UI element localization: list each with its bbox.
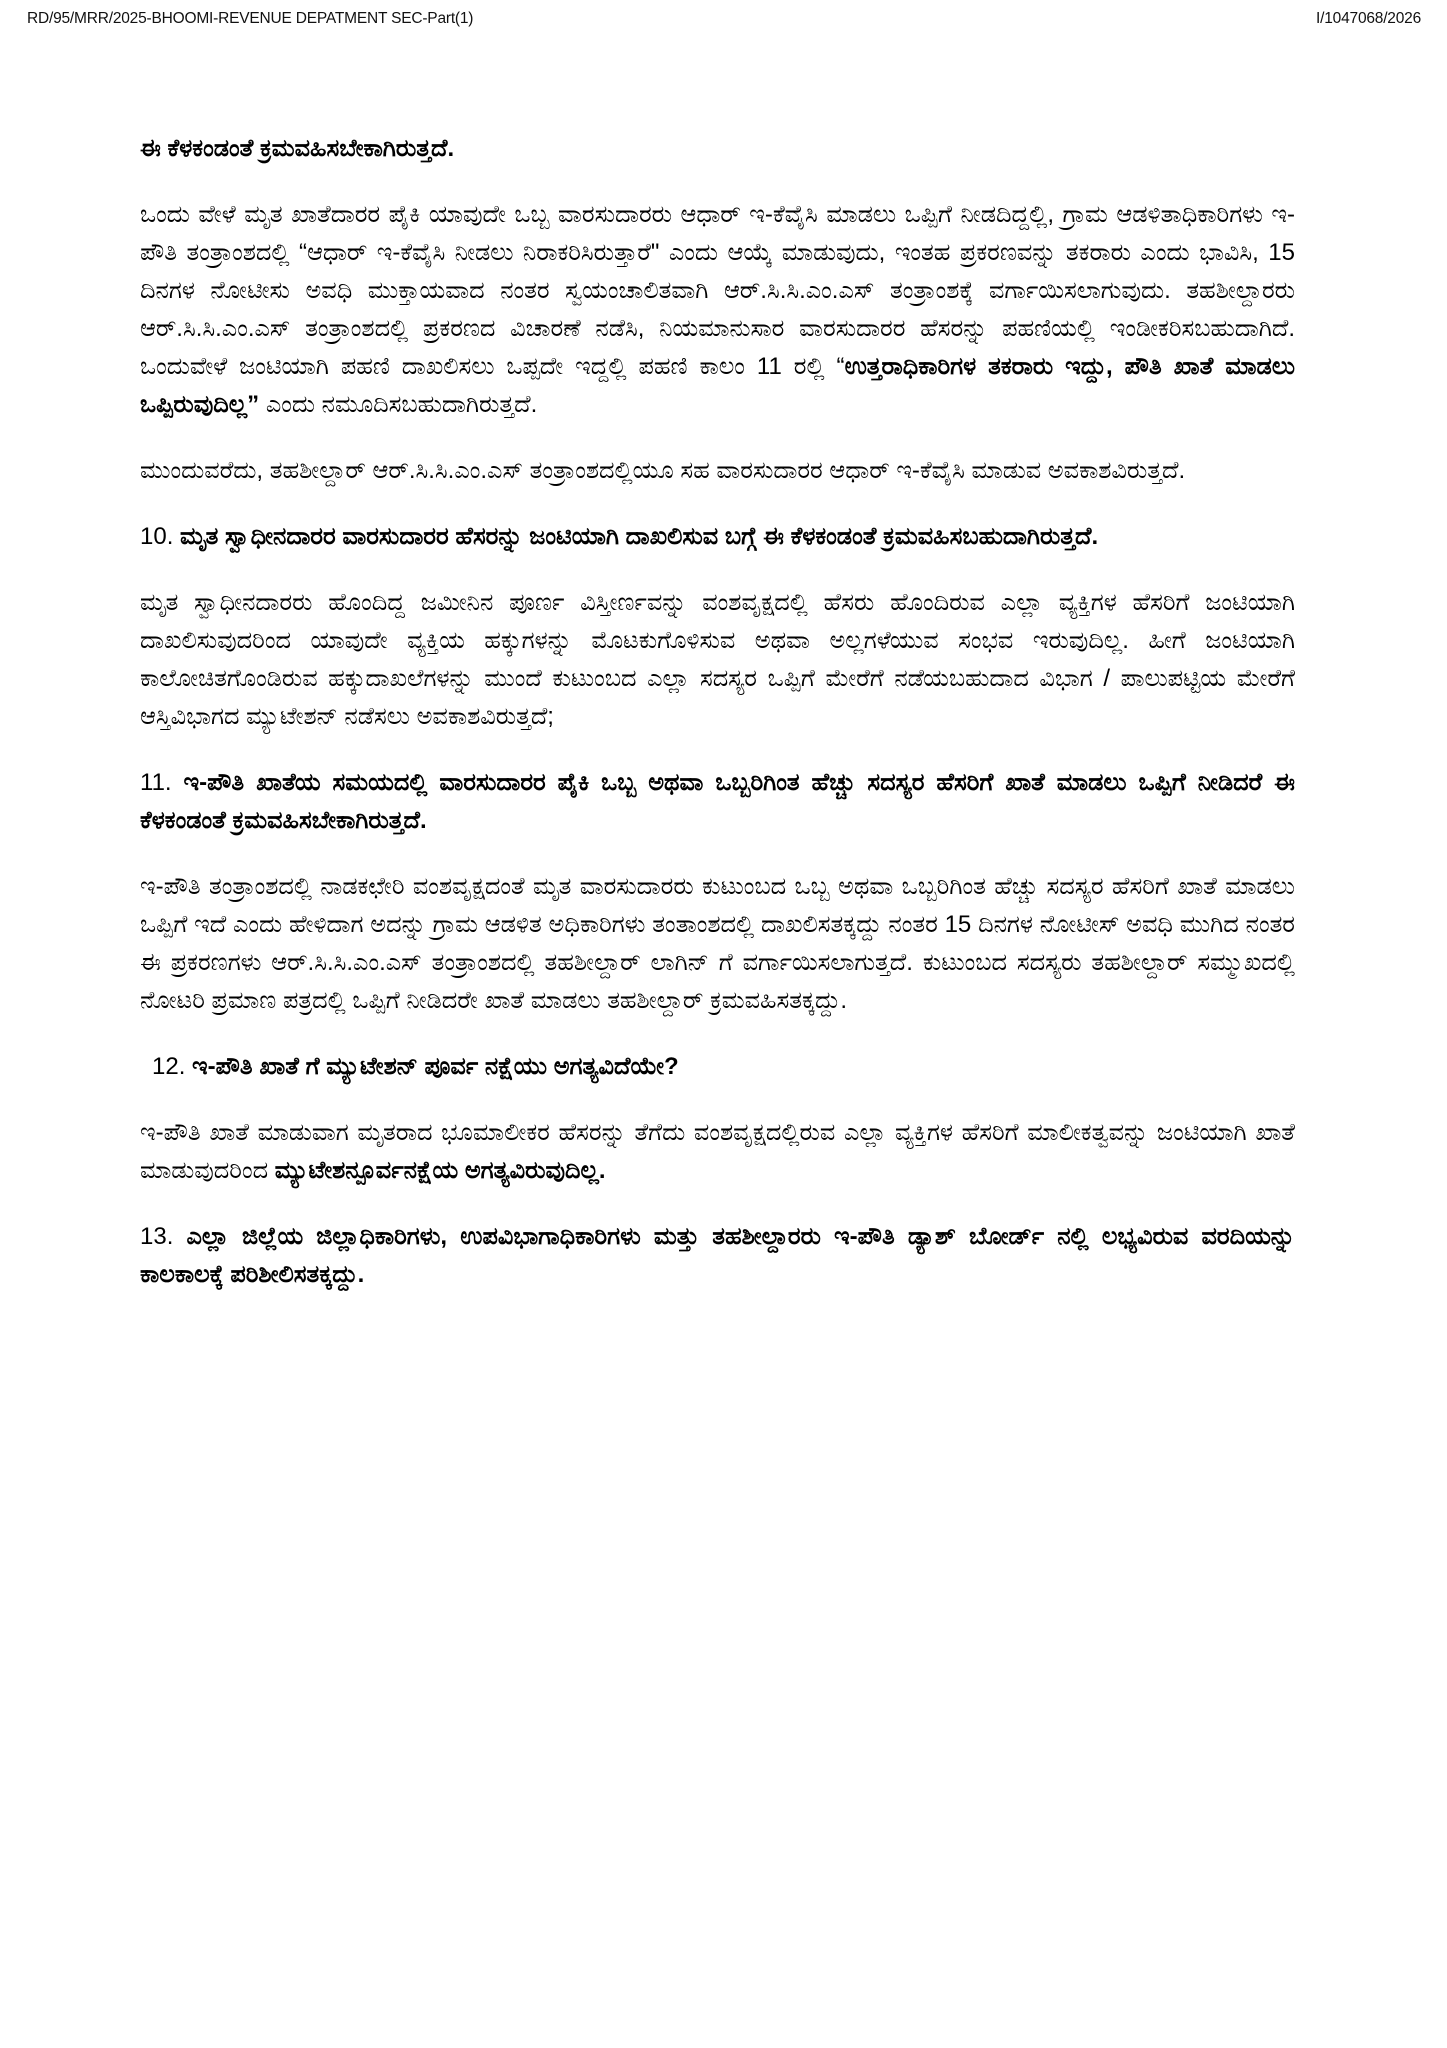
item-13-heading xyxy=(140,1218,1295,1294)
item-10-heading xyxy=(140,518,1295,556)
bold-text-run: ಈ ಕೆಳಕಂಡಂತೆ ಕ್ರಮವಹಿಸಬೇಕಾಗಿರುತ್ತದೆ. xyxy=(140,135,455,162)
item-12-body-paragraph xyxy=(140,1114,1295,1190)
item-11-heading xyxy=(140,764,1295,840)
document-body xyxy=(0,28,1447,1294)
intro-instruction-line xyxy=(140,130,1295,168)
text-run: ಮುಂದುವರೆದು, ತಹಶೀಲ್ದಾರ್ ಆರ್.ಸಿ.ಸಿ.ಎಂ.ಎಸ್ ತಂತ್ರಾಂಶದಲ್ಲಿಯೂ ಸಹ ವಾರಸುದಾರರ ಆಧಾರ್ ಇ-ಕೆವೈಸಿ ಮಾಡುವ ಅವಕಾಶವಿರುತ್ತದೆ. xyxy=(140,457,1186,484)
text-run: ಇ-ಪೌತಿ ತಂತ್ರಾಂಶದಲ್ಲಿ ನಾಡಕಛೇರಿ ವಂಶವೃಕ್ಷದಂತೆ ಮೃತ ವಾರಸುದಾರರು ಕುಟುಂಬದ ಒಬ್ಬ ಅಥವಾ ಒಬ್ಬರಿಗಿಂತ ಹೆಚ್ಚು ಸದಸ್ಯರ ಹೆಸರಿಗೆ ಖಾತೆ ಮಾಡಲು ಒಪ್ಪಿಗೆ ಇದೆ ಎಂದು ಹೇಳಿದಾಗ ಅದನ್ನು ಗ್ರಾಮ ಆಡಳಿತ ಅಧಿಕಾರಿಗಳು ತಂತಾಂಶದಲ್ಲಿ ದಾಖಲಿಸತಕ್ಕದ್ದು ನಂತರ 15 ದಿನಗಳ ನೋಟೀಸ್ ಅವಧಿ ಮುಗಿದ ನಂತರ ಈ ಪ್ರಕರಣಗಳು ಆರ್.ಸಿ.ಸಿ.ಎಂ.ಎಸ್ ತಂತ್ರಾಂಶದಲ್ಲಿ ತಹಶೀಲ್ದಾರ್ ಲಾಗಿನ್ ಗೆ ವರ್ಗಾಯಿಸಲಾಗುತ್ತದೆ. ಕುಟುಂಬದ ಸದಸ್ಯರು ತಹಶೀಲ್ದಾರ್ ಸಮ್ಮುಖದಲ್ಲಿ ನೋಟರಿ ಪ್ರಮಾಣ ಪತ್ರದಲ್ಲಿ ಒಪ್ಪಿಗೆ ನೀಡಿದರೇ ಖಾತೆ ಮಾಡಲು ತಹಶೀಲ್ದಾರ್ ಕ್ರಮವಹಿಸತಕ್ಕದ್ದು. xyxy=(140,873,1295,1014)
tahsildar-rccms-ekyc-paragraph xyxy=(140,452,1295,490)
item-11-body-paragraph xyxy=(140,868,1295,1020)
bold-text-run: ಉತ್ತರಾಧಿಕಾರಿಗಳ ತಕರಾರು ಇದ್ದು, ಪೌತಿ ಖಾತೆ ಮಾಡಲು ಒಪ್ಪಿರುವುದಿಲ್ಲ” xyxy=(140,353,1296,418)
header-reference-number: RD/95/MRR/2025-BHOOMI-REVENUE DEPATMENT SEC-Part(1) xyxy=(27,10,474,27)
text-run: ಇ-ಪೌತಿ ಖಾತೆ ಮಾಡುವಾಗ ಮೃತರಾದ ಭೂಮಾಲೀಕರ ಹೆಸರನ್ನು ತೆಗೆದು ವಂಶವೃಕ್ಷದಲ್ಲಿರುವ ಎಲ್ಲಾ ವ್ಯಕ್ತಿಗಳ ಹೆಸರಿಗೆ ಮಾಲೀಕತ್ವವನ್ನು ಜಂಟಿಯಾಗಿ ಖಾತೆ ಮಾಡುವುದರಿಂದ xyxy=(140,1119,1295,1184)
text-run: 10. xyxy=(140,523,181,550)
text-run: ಒಂದು ವೇಳೆ ಮೃತ ಖಾತೆದಾರರ ಪೈಕಿ ಯಾವುದೇ ಒಬ್ಬ ವಾರಸುದಾರರು ಆಧಾರ್ ಇ-ಕೆವೈಸಿ ಮಾಡಲು ಒಪ್ಪಿಗೆ ನೀಡದಿದ್ದಲ್ಲಿ, ಗ್ರಾಮ ಆಡಳಿತಾಧಿಕಾರಿಗಳು ಇ-ಪೌತಿ ತಂತ್ರಾಂಶದಲ್ಲಿ “ಆಧಾರ್ ಇ-ಕೆವೈಸಿ ನೀಡಲು ನಿರಾಕರಿಸಿರುತ್ತಾರೆ" ಎಂದು ಆಯ್ಕೆ ಮಾಡುವುದು, ಇಂತಹ ಪ್ರಕರಣವನ್ನು ತಕರಾರು ಎಂದು ಭಾವಿಸಿ, 15 ದಿನಗಳ ನೋಟೀಸು ಅವಧಿ ಮುಕ್ತಾಯವಾದ ನಂತರ ಸ್ವಯಂಚಾಲಿತವಾಗಿ ಆರ್.ಸಿ.ಸಿ.ಎಂ.ಎಸ್ ತಂತ್ರಾಂಶಕ್ಕೆ ವರ್ಗಾಯಿಸಲಾಗುವುದು. ತಹಶೀಲ್ದಾರರು ಆರ್.ಸಿ.ಸಿ.ಎಂ.ಎಸ್ ತಂತ್ರಾಂಶದಲ್ಲಿ ಪ್ರಕರಣದ ವಿಚಾರಣೆ ನಡೆಸಿ, ನಿಯಮಾನುಸಾರ ವಾರಸುದಾರರ ಹೆಸರನ್ನು ಪಹಣಿಯಲ್ಲಿ ಇಂಡೀಕರಿಸಬಹುದಾಗಿದೆ. ಒಂದುವೇಳೆ ಜಂಟಿಯಾಗಿ ಪಹಣಿ ದಾಖಲಿಸಲು ಒಪ್ಪದೇ ಇದ್ದಲ್ಲಿ ಪಹಣಿ ಕಾಲಂ 11 ರಲ್ಲಿ “ xyxy=(140,201,1295,380)
bold-text-run: ಎಲ್ಲಾ ಜಿಲ್ಲೆಯ ಜಿಲ್ಲಾಧಿಕಾರಿಗಳು, ಉಪವಿಭಾಗಾಧಿಕಾರಿಗಳು ಮತ್ತು ತಹಶೀಲ್ದಾರರು ಇ-ಪೌತಿ ಡ್ಯಾಶ್ ಬೋರ್ಡ್ ನಲ್ಲಿ ಲಭ್ಯವಿರುವ ವರದಿಯನ್ನು ಕಾಲಕಾಲಕ್ಕೆ ಪರಿಶೀಲಿಸತಕ್ಕದ್ದು. xyxy=(140,1223,1295,1288)
item-10-body-paragraph xyxy=(140,584,1295,736)
document-header xyxy=(0,0,1447,28)
bold-text-run: ಮ್ಯುಟೇಶನ್ಪೂರ್ವನಕ್ಷೆಯ ಅಗತ್ಯವಿರುವುದಿಲ್ಲ. xyxy=(274,1157,606,1184)
bold-text-run: ಮೃತ ಸ್ವಾಧೀನದಾರರ ವಾರಸುದಾರರ ಹೆಸರನ್ನು ಜಂಟಿಯಾಗಿ ದಾಖಲಿಸುವ ಬಗ್ಗೆ ಈ ಕೆಳಕಂಡಂತೆ ಕ್ರಮವಹಿಸಬಹುದಾಗಿರುತ್ತದೆ. xyxy=(180,523,1099,550)
item-12-heading xyxy=(140,1048,1295,1086)
bold-text-run: ಇ-ಪೌತಿ ಖಾತೆಯ ಸಮಯದಲ್ಲಿ ವಾರಸುದಾರರ ಪೈಕಿ ಒಬ್ಬ ಅಥವಾ ಒಬ್ಬರಿಗಿಂತ ಹೆಚ್ಚು ಸದಸ್ಯರ ಹೆಸರಿಗೆ ಖಾತೆ ಮಾಡಲು ಒಪ್ಪಿಗೆ ನೀಡಿದರೆ ಈ ಕೆಳಕಂಡಂತೆ ಕ್ರಮವಹಿಸಬೇಕಾಗಿರುತ್ತದೆ. xyxy=(140,769,1296,834)
bold-text-run: ಇ-ಪೌತಿ ಖಾತೆ ಗೆ ಮ್ಯುಟೇಶನ್ ಪೂರ್ವ ನಕ್ಷೆಯು ಅಗತ್ಯವಿದೆಯೇ? xyxy=(192,1053,679,1080)
text-run: 12. xyxy=(152,1053,193,1080)
text-run: 11. xyxy=(140,769,184,796)
header-file-number: I/1047068/2026 xyxy=(1316,10,1421,27)
text-run: 13. xyxy=(140,1223,187,1250)
aadhaar-ekyc-refusal-paragraph xyxy=(140,196,1295,424)
text-run: ಮೃತ ಸ್ವಾಧೀನದಾರರು ಹೊಂದಿದ್ದ ಜಮೀನಿನ ಪೂರ್ಣ ವಿಸ್ತೀರ್ಣವನ್ನು ವಂಶವೃಕ್ಷದಲ್ಲಿ ಹೆಸರು ಹೊಂದಿರುವ ಎಲ್ಲಾ ವ್ಯಕ್ತಿಗಳ ಹೆಸರಿಗೆ ಜಂಟಿಯಾಗಿ ದಾಖಲಿಸುವುದರಿಂದ ಯಾವುದೇ ವ್ಯಕ್ತಿಯ ಹಕ್ಕುಗಳನ್ನು ಮೊಟಕುಗೊಳಿಸುವ ಅಥವಾ ಅಲ್ಲಗಳೆಯುವ ಸಂಭವ ಇರುವುದಿಲ್ಲ. ಹೀಗೆ ಜಂಟಿಯಾಗಿ ಕಾಲೋಚಿತಗೊಂಡಿರುವ ಹಕ್ಕುದಾಖಲೆಗಳನ್ನು ಮುಂದೆ ಕುಟುಂಬದ ಎಲ್ಲಾ ಸದಸ್ಯರ ಒಪ್ಪಿಗೆ ಮೇರೆಗೆ ನಡೆಯಬಹುದಾದ ವಿಭಾಗ / ಪಾಲುಪಟ್ಟಿಯ ಮೇರೆಗೆ ಆಸ್ತಿವಿಭಾಗದ ಮ್ಯುಟೇಶನ್ ನಡೆಸಲು ಅವಕಾಶವಿರುತ್ತದೆ; xyxy=(140,589,1295,730)
text-run: ಎಂದು ನಮೂದಿಸಬಹುದಾಗಿರುತ್ತದೆ. xyxy=(259,391,538,418)
